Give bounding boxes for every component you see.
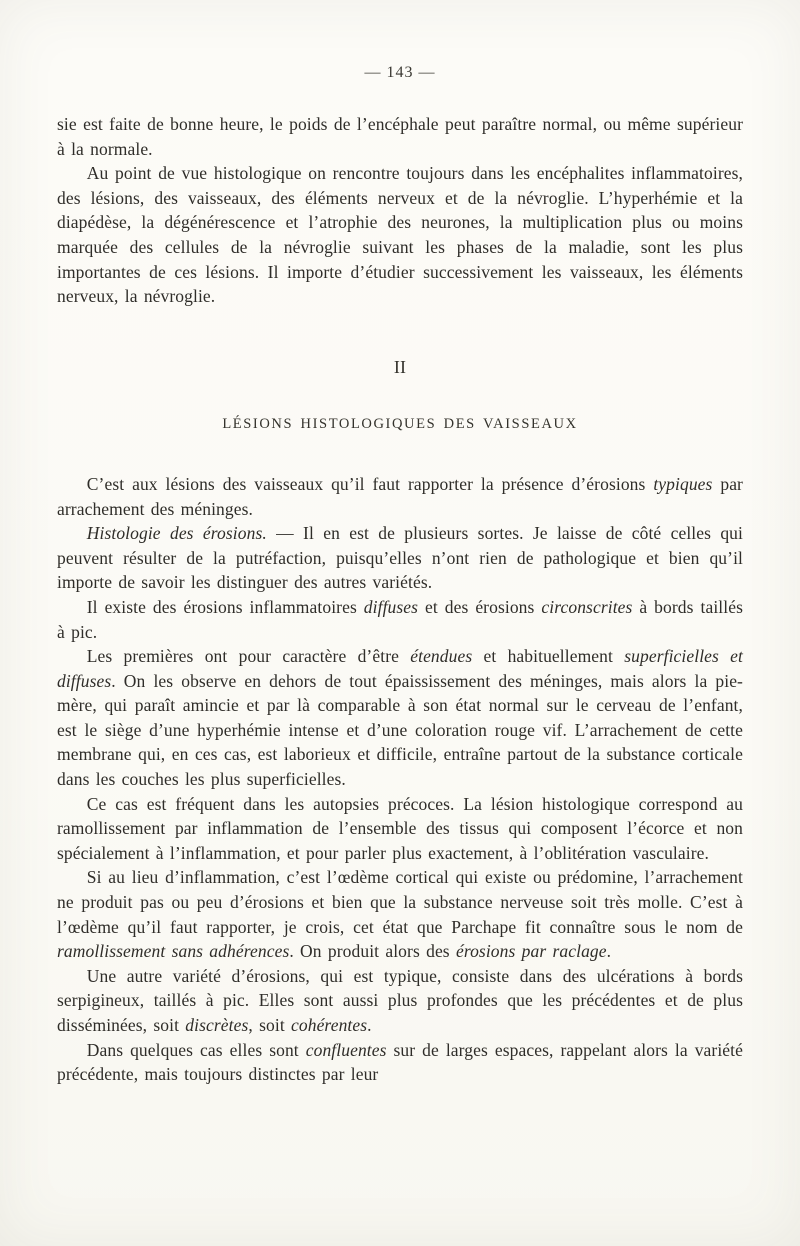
paragraph: C’est aux lésions des vaisseaux qu’il faut rapporter la présence d’érosions typiques par arrachement des méninges. [57, 473, 743, 519]
paragraph: Dans quelques cas elles sont confluentes sur de larges espaces, rappelant alors la variété précédente, mais toujours distinctes par leur [57, 1039, 743, 1085]
section-title-heading: LÉSIONS HISTOLOGIQUES DES VAISSEAUX [222, 416, 578, 433]
italic-text: ramollissement sans adhérences [57, 941, 290, 962]
paragraph: Au point de vue histologique on rencontre toujours dans les encéphalites inflammatoires, des lésions, des vaisseaux, des éléments nerveux et de la névroglie. L’hyperhémie et la diapédèse, la dégénérescence et l’atrophie des neurones, la multiplication plus ou moins marquée des cellules de la névroglie suivant les phases de la maladie, sont les plus importantes de ces lésions. Il importe d’étudier successivement les vaisseaux, les éléments nerveux, la névroglie. [57, 163, 743, 307]
page-number-header: — 143 — [364, 64, 436, 81]
paragraph: Histologie des érosions. — Il en est de plusieurs sortes. Je laisse de côté celles qui peuvent résulter de la putréfaction, puisqu’elles n’ont rien de pathologique et bien qu’il importe de savoir les distinguer des autres variétés. [57, 523, 743, 593]
italic-text: érosions par raclage [455, 941, 607, 962]
italic-text: discrètes [185, 1015, 249, 1035]
paragraph: Ce cas est fréquent dans les autopsies précoces. La lésion histologique correspond au ramollissement par inflammation de l’ensemble des tissus qui composent l’écorce et non spécialement à l’inflammation, et pour parler plus exactement, à l’oblitération vasculaire. [57, 793, 743, 863]
italic-text: étendues [410, 646, 473, 667]
italic-text: cohérentes [291, 1015, 368, 1035]
italic-text: typiques [653, 473, 713, 494]
paragraph: Si au lieu d’inflammation, c’est l’œdème cortical qui existe ou prédomine, l’arrachement ne produit pas ou peu d’érosions et bien que la substance nerveuse soit très molle. C’est à l’œdème qu’il faut rapporter, je crois, cet état que Parchape fit connaître sous le nom de ramollissement sans adhérences. On produit alors des érosions par raclage. [57, 867, 743, 962]
paragraph: sie est faite de bonne heure, le poids de l’encéphale peut paraître normal, ou même supérieur à la normale. [57, 114, 743, 159]
paragraph: Une autre variété d’érosions, qui est typique, consiste dans des ulcérations à bords serpigineux, taillés à pic. Elles sont aussi plus profondes que les précédentes et de plus disséminées, soit discrètes, soit cohérentes. [57, 965, 743, 1035]
paragraph: Il existe des érosions inflammatoires diffuses et des érosions circonscrites à bords taillés à pic. [57, 596, 743, 642]
paragraph: Les premières ont pour caractère d’être étendues et habituellement superficielles et diffuses. On les observe en dehors de tout épaississement des méninges, mais alors la pie-mère, qui paraît amincie et par là comparable à son état normal sur le cerveau de l’enfant, est le siège d’une hyperhémie intense et d’une coloration rouge vif. L’arrachement de cette membrane qui, en ces cas, est laborieux et difficile, entraîne partout de la substance corticale dans les couches les plus superficielles. [57, 646, 744, 790]
page-body [57, 112, 743, 1087]
italic-text: circonscrites [541, 596, 633, 617]
italic-text: superficielles et diffuses [57, 646, 744, 691]
italic-text: Histologie des érosions. [86, 523, 267, 544]
section-number-heading: II [393, 356, 407, 377]
italic-text: confluentes [305, 1039, 387, 1060]
italic-text: diffuses [363, 596, 419, 617]
